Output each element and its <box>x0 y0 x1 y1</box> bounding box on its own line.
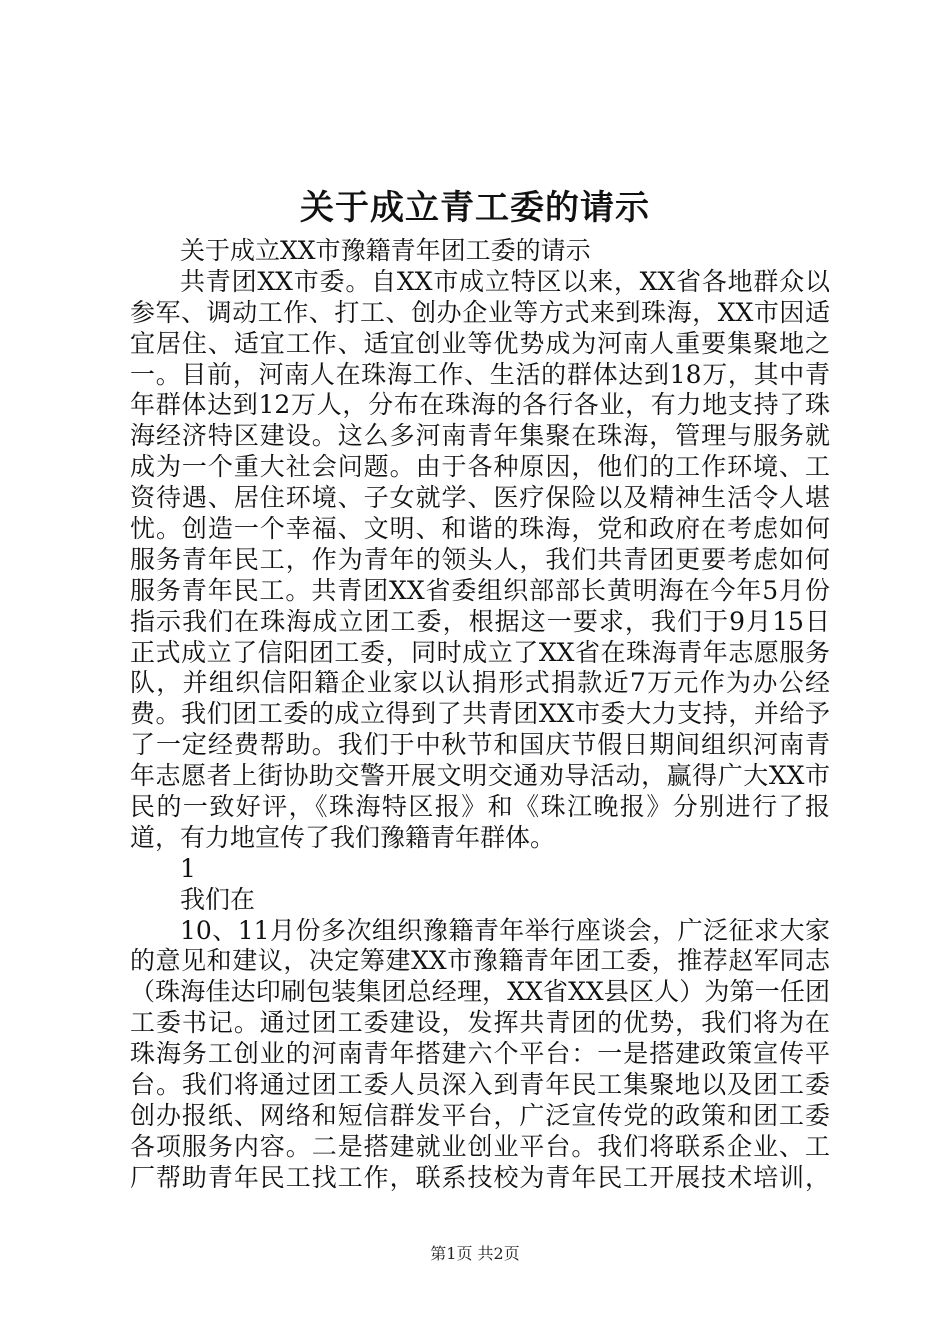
text-line: 1 <box>180 853 196 883</box>
text-line: 队，并组织信阳籍企业家以认捐形式捐款近7万元作为办公经 <box>130 668 830 698</box>
text-line: 珠海务工创业的河南青年搭建六个平台：一是搭建政策宣传平 <box>130 1039 830 1069</box>
text-line: 一。目前，河南人在珠海工作、生活的群体达到18万，其中青 <box>130 359 830 389</box>
text-line: （珠海佳达印刷包装集团总经理，XX省XX县区人）为第一任团 <box>130 977 830 1007</box>
document-title: 关于成立青工委的请示 <box>300 188 650 228</box>
text-line: 年群体达到12万人，分布在珠海的各行各业，有力地支持了珠 <box>130 390 830 420</box>
text-line: 了一定经费帮助。我们于中秋节和国庆节假日期间组织河南青 <box>130 730 830 760</box>
text-line: 的意见和建议，决定筹建XX市豫籍青年团工委，推荐赵军同志 <box>130 946 830 976</box>
text-line: 服务青年民工，作为青年的领头人，我们共青团更要考虑如何 <box>130 544 830 574</box>
text-line: 参军、调动工作、打工、创办企业等方式来到珠海，XX市因适 <box>130 297 830 327</box>
text-line: 海经济特区建设。这么多河南青年集聚在珠海，管理与服务就 <box>130 421 830 451</box>
text-line: 台。我们将通过团工委人员深入到青年民工集聚地以及团工委 <box>130 1070 830 1100</box>
text-line: 民的一致好评，《珠海特区报》和《珠江晚报》分别进行了报 <box>130 792 830 822</box>
text-line: 成为一个重大社会问题。由于各种原因，他们的工作环境、工 <box>130 452 830 482</box>
text-line: 资待遇、居住环境、子女就学、医疗保险以及精神生活令人堪 <box>130 483 830 513</box>
document-body <box>130 236 830 1194</box>
text-line: 指示我们在珠海成立团工委，根据这一要求，我们于9月15日 <box>130 606 830 636</box>
text-line: 创办报纸、网络和短信群发平台，广泛宣传党的政策和团工委 <box>130 1100 830 1130</box>
text-line: 工委书记。通过团工委建设，发挥共青团的优势，我们将为在 <box>130 1008 830 1038</box>
text-line: 关于成立XX市豫籍青年团工委的请示 <box>180 236 591 265</box>
page-footer: 第1页 共2页 <box>430 1244 520 1263</box>
text-line: 费。我们团工委的成立得到了共青团XX市委大力支持，并给予 <box>130 699 830 729</box>
text-line: 共青团XX市委。自XX市成立特区以来，XX省各地群众以 <box>180 266 830 296</box>
text-line: 10、11月份多次组织豫籍青年举行座谈会，广泛征求大家 <box>180 915 830 945</box>
text-line: 服务青年民工。共青团XX省委组织部部长黄明海在今年5月份 <box>130 575 830 605</box>
text-line: 正式成立了信阳团工委，同时成立了XX省在珠海青年志愿服务 <box>130 637 830 667</box>
text-line: 厂帮助青年民工找工作，联系技校为青年民工开展技术培训， <box>130 1162 830 1192</box>
text-line: 宜居住、适宜工作、适宜创业等优势成为河南人重要集聚地之 <box>130 328 830 358</box>
text-line: 我们在 <box>180 884 256 914</box>
text-line: 年志愿者上街协助交警开展文明交通劝导活动，赢得广大XX市 <box>130 761 830 791</box>
text-line: 各项服务内容。二是搭建就业创业平台。我们将联系企业、工 <box>130 1131 830 1161</box>
text-line: 忧。创造一个幸福、文明、和谐的珠海，党和政府在考虑如何 <box>130 514 830 544</box>
text-line: 道，有力地宣传了我们豫籍青年群体。 <box>130 822 556 852</box>
